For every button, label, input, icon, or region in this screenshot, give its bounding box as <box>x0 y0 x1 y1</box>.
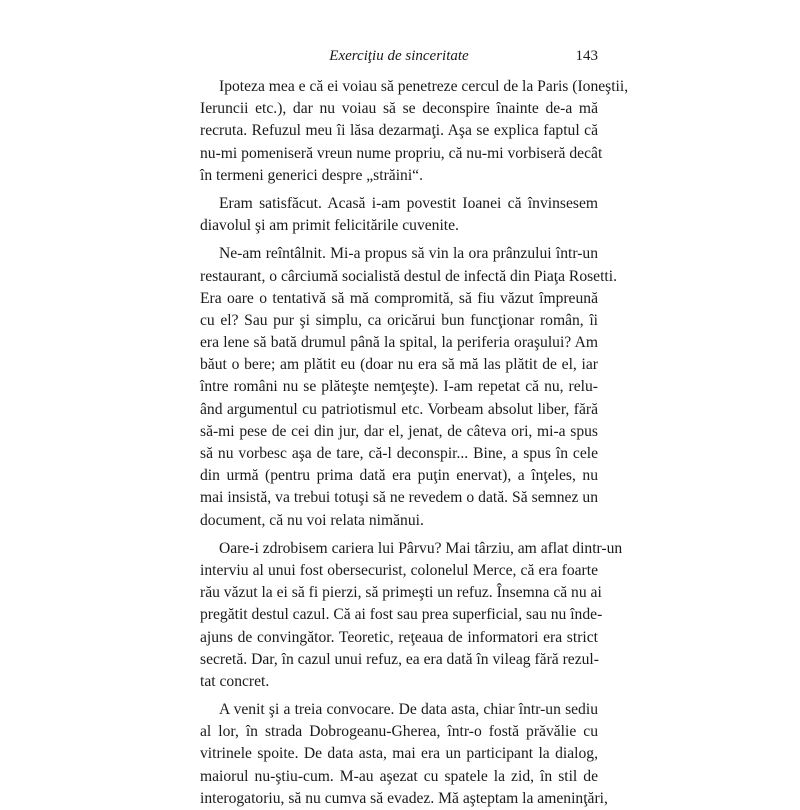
text-line: Ipoteza mea e că ei voiau să penetreze cercul de la Paris (Ioneştii, <box>219 78 629 95</box>
text-line: tat concret. <box>200 672 270 690</box>
text-line: al lor, în strada Dobrogeanu-Gherea, într-o fostă prăvălie cu <box>200 723 598 741</box>
text-line: A venit şi a treia convocare. De data asta, chiar într-un sediu <box>219 701 598 719</box>
text-line: Ieruncii etc.), dar nu voiau să se deconspire înainte de-a mă <box>200 100 598 118</box>
text-line: să-mi pese de cei din jur, dar el, jenat, de câteva ori, mi-a spus <box>200 422 598 440</box>
text-line: băut o bere; am plătit eu (doar nu era să mă las plătit de el, iar <box>200 356 598 374</box>
text-line: Era oare o tentativă să mă compromită, să fiu văzut împreună <box>200 289 598 307</box>
text-line: interviu al unui fost obersecurist, colonelul Merce, că era foarte <box>200 561 598 579</box>
page-number: 143 <box>575 48 598 64</box>
text-line: în termeni generici despre „străini“. <box>200 166 423 184</box>
text-line: restaurant, o cârciumă socialistă destul de infectă din Piaţa Rosetti. <box>200 267 617 285</box>
text-line: nu-mi pomeniseră vreun nume propriu, că nu-mi vorbiseră decât <box>200 144 603 162</box>
text-line: rău văzut la ei să fi pierzi, să primeşti un refuz. Însemna că nu ai <box>200 584 602 602</box>
text-line: diavolul şi am primit felicitările cuvenite. <box>200 217 459 235</box>
paragraph <box>200 699 608 810</box>
running-head <box>200 44 598 68</box>
text-line: document, că nu voi relata nimănui. <box>200 511 424 529</box>
text-line: interogatoriu, să nu cumva să evadez. Mă aşteptam la ameninţări, <box>200 789 608 807</box>
paragraph <box>200 243 617 531</box>
text-line: maiorul nu-ştiu-cum. M-au aşezat cu spatele la zid, în stil de <box>200 767 598 785</box>
text-line: recruta. Refuzul meu îi lăsa dezarmaţi. Aşa se explica faptul că <box>200 122 598 140</box>
text-line: Oare-i zdrobisem cariera lui Pârvu? Mai târziu, am aflat dintr-un <box>219 539 623 557</box>
body-text <box>200 76 629 810</box>
text-line: mai insistă, va trebui totuşi să ne revedem o dată. Să semnez un <box>200 489 598 507</box>
text-line: ând argumentul cu patriotismul etc. Vorbeam absolut liber, fără <box>200 400 598 418</box>
text-line: Ne-am reîntâlnit. Mi-a propus să vin la ora prânzului într-un <box>219 245 598 263</box>
text-line: să nu vorbesc aşa de tare, că-l deconspir... Bine, a spus în cele <box>200 445 598 462</box>
text-line: pregătit destul cazul. Că ai fost sau prea superficial, sau nu înde- <box>200 606 603 624</box>
paragraph <box>200 193 598 237</box>
paragraph <box>200 538 623 693</box>
text-line: ajuns de convingător. Teoretic, reţeaua de informatori era strict <box>200 628 598 646</box>
text-line: Eram satisfăcut. Acasă i-am povestit Ioanei că învinsesem <box>219 194 598 212</box>
text-line: secretă. Dar, în cazul unui refuz, ea era dată în vileag fără rezul- <box>200 650 599 668</box>
text-line: cu el? Sau pur şi simplu, ca oricărui bun funcţionar român, îi <box>200 311 598 329</box>
text-line: vitrinele spoite. De data asta, mai era un participant la dialog, <box>200 745 598 763</box>
running-title: Exerciţiu de sinceritate <box>329 48 469 64</box>
text-line: era lene să bată drumul până la spital, la periferia oraşului? Am <box>200 334 598 352</box>
paragraph <box>200 76 629 187</box>
text-line: din urmă (pentru prima dată era puţin enervat), a înţeles, nu <box>200 467 598 485</box>
text-line: între români nu se plăteşte nemţeşte). I-am repetat că nu, relu- <box>200 378 598 396</box>
